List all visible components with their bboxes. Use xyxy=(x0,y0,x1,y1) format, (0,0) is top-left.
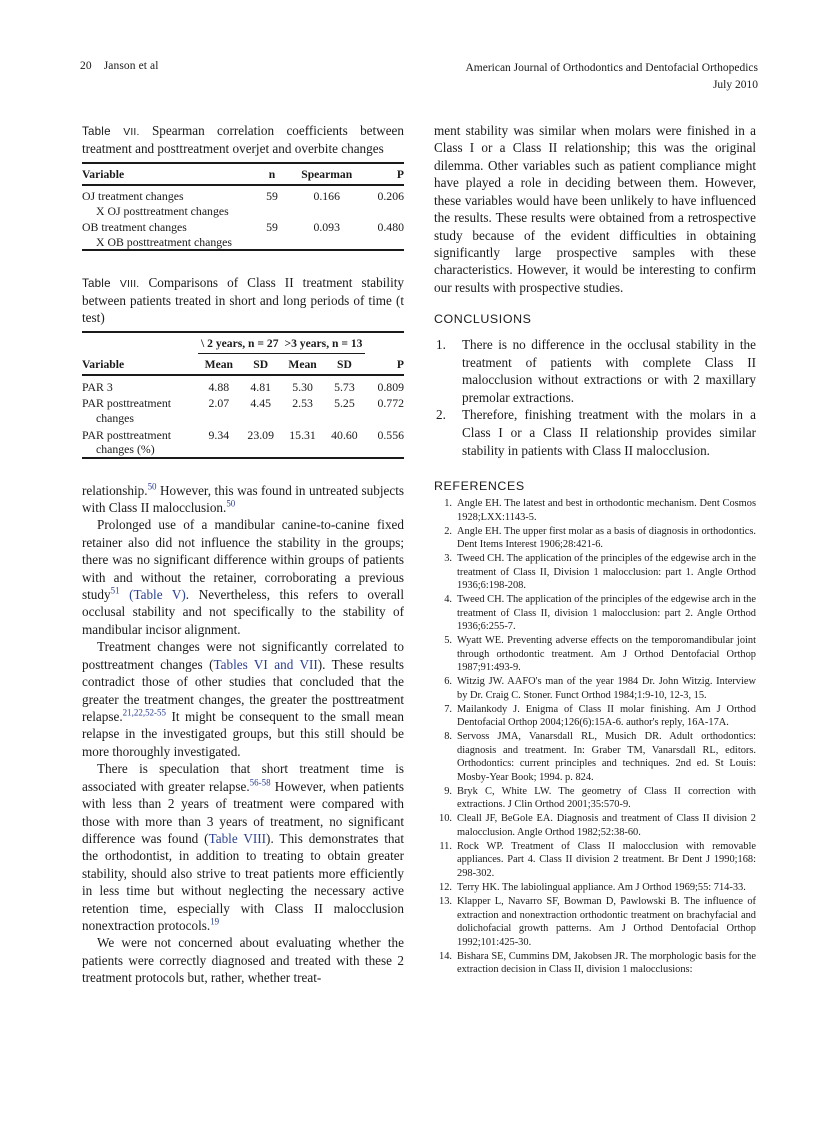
table-vii-bottomrule xyxy=(82,250,404,252)
table-cross-reference[interactable]: Tables VI and VII xyxy=(213,656,318,672)
list-item: Bishara SE, Cummins DM, Jakobsen JR. The morphologic basis for the extraction decision in Class II, division 1 malocclusions: xyxy=(457,950,756,976)
table-viii-r1-variable: PAR 3 xyxy=(82,379,113,394)
table-vii-r1-n: 59 xyxy=(266,189,278,204)
table-viii-r3-mean2: 15.31 xyxy=(289,427,316,442)
table-vii-col-p: P xyxy=(396,167,404,181)
table-vii-r2-n: 59 xyxy=(266,220,278,235)
page-number: 20 xyxy=(80,60,92,72)
citation-ref: 19 xyxy=(210,916,220,927)
table-viii-r2-sd1: 4.45 xyxy=(250,396,272,411)
paragraph-diagnosis: We were not concerned about evaluating whether the patients were correctly diagnosed and treated with these 2 treatment protocols but, rather, whether treat- xyxy=(82,935,404,986)
table-viii-grid xyxy=(82,331,404,459)
running-head-authors: Janson et al xyxy=(103,60,159,72)
list-item: Tweed CH. The application of the principles of the edgewise arch in the treatment of Class II, Division 1 malocclusion: part 1. Angle Orthod 1936;6:198-208. xyxy=(457,553,756,592)
table-viii-r3-sd2: 40.60 xyxy=(331,427,358,442)
left-column xyxy=(82,122,404,987)
table-viii-r1-mean2: 5.30 xyxy=(292,379,313,394)
table-viii-group-header-row xyxy=(82,332,404,354)
table-viii-r2-variable-cont: changes xyxy=(96,410,134,425)
table-vii-caption-text: Spearman correlation coefficients between treatment and posttreatment overjet and overbite changes xyxy=(82,123,405,156)
table-vii-r2-spearman: 0.093 xyxy=(313,220,340,235)
table-vii-r1-variable-cont: X OJ posttreatment changes xyxy=(96,203,229,218)
table-viii-r2-variable-main: PAR posttreatment xyxy=(82,396,172,411)
table-viii-number: VIII. xyxy=(119,279,140,291)
table-viii-col-p: P xyxy=(396,358,404,372)
list-item: Terry HK. The labiolingual appliance. Am J Orthod 1969;55: 714-33. xyxy=(457,881,746,893)
table-viii-r3-mean1: 9.34 xyxy=(208,427,230,442)
conclusions-heading: CONCLUSIONS xyxy=(434,312,532,327)
references-list xyxy=(434,497,756,977)
list-item: Angle EH. The upper first molar as a basis of diagnosis in orthodontics. Dent Items Interest 1906;28:421-6. xyxy=(457,525,756,551)
table-vii-header-row xyxy=(82,163,404,185)
table-vii-grid xyxy=(82,162,404,253)
citation-ref: 50 xyxy=(226,498,236,509)
paragraph-retainer: Prolonged use of a mandibular canine-to-canine fixed retainer also did not influence the stability in the groups; there was no significant difference within groups of patients with and without the retainer, corroborating a previous study$^{51}$ (Table V). Nevertheless, this refers to overall occlusal stability and not specifically to the stability of mandibular incisor alignment. xyxy=(82,517,405,637)
table-vii-col-n: n xyxy=(268,167,276,181)
paragraph-treatment-time: There is speculation that short treatment time is associated with greater relapse.$^{56-58}$ However, when patients with less than 2 years of treatment were compared with those with more than 3 years of treatment, no significant difference was found (Table VIII). This demonstrates that the orthodontist, in addition to treating to obtain greater stability, should also strive to treat patients more efficiently in less time but without neglecting the necessary active retention time, especially with Class II malocclusion nonextraction protocols.$^{19}$ xyxy=(82,761,404,934)
right-column xyxy=(434,122,756,977)
citation-ref: 51 xyxy=(110,585,120,596)
list-item: Klapper L, Navarro SF, Bowman D, Pawlowski B. The influence of extraction and nonextraction orthodontic treatment on brachyfacial and dolichofacial growth patterns. Am J Orthod Dentofacial Orthop 1992;101:425-30. xyxy=(457,896,756,948)
table-vii-r1-spearman: 0.166 xyxy=(313,189,340,204)
list-item: Rock WP. Treatment of Class II malocclusion with removable appliances. Part 4. Class II division 2 treatment. Br Dent J 1990;168: 298-302. xyxy=(457,840,756,879)
table-viii-col-mean-1: Mean xyxy=(204,358,233,372)
running-head-left xyxy=(80,60,159,72)
table-vii-r2-variable xyxy=(82,218,249,250)
table-viii-group-1: \ 2 years, n = 27 xyxy=(198,332,282,354)
list-item: Bryk C, White LW. The geometry of Class II correction with extractions. J Clin Orthod 2001;35:570-9. xyxy=(457,785,756,811)
table-viii-r2-sd2: 5.25 xyxy=(334,396,355,411)
table-vii-r2-variable-cont: X OB posttreatment changes xyxy=(96,234,232,249)
paragraph-stability-continued: ment stability was similar when molars were finished in a Class I or a Class II relationship; this was the original dilemma. Other variables such as patient compliance might have played a role in deciding between them. However, these variables would have been unlikely to have influenced the results. These results were obtained from a retrospective study because of the evident difficulties in obtaining significantly large prospective samples with these characteristics. However, it would be interesting to confirm our results with prospective studies. xyxy=(434,123,756,295)
table-viii-r1-sd2: 5.73 xyxy=(334,379,355,394)
references-heading: REFERENCES xyxy=(434,479,525,494)
table-vii-r1-variable-main: OJ treatment changes xyxy=(82,189,184,204)
list-item: Mailankody J. Enigma of Class II molar finishing. Am J Orthod Dentofacial Orthop 2004;126(6):15A-6. author's reply, 16A-17A. xyxy=(457,703,756,729)
table-viii-group-2: >3 years, n = 13 xyxy=(282,332,366,354)
list-item: There is no difference in the occlusal stability in the treatment of patients with complete Class II malocclusion without extractions or with 2 maxillary premolar extractions. xyxy=(462,337,756,405)
running-head-right xyxy=(465,60,758,93)
table-vii-label: Table VII. xyxy=(82,125,140,138)
table-vii-r2-p: 0.480 xyxy=(377,220,404,235)
table-viii-r1-p: 0.809 xyxy=(377,379,404,394)
conclusions-list xyxy=(434,336,756,459)
table-viii-r2-variable xyxy=(82,394,198,425)
table-viii-r3-sd1: 23.09 xyxy=(247,427,274,442)
table-viii-r3-variable-cont: changes (%) xyxy=(96,442,155,457)
table-vii-r2-variable-main: OB treatment changes xyxy=(82,220,187,235)
citation-ref: 21,22,52-55 xyxy=(122,707,166,718)
citation-ref: 56-58 xyxy=(249,777,271,788)
table-viii-r2-mean1: 2.07 xyxy=(208,396,230,411)
table-viii-bottomrule xyxy=(82,458,404,460)
table-viii-caption xyxy=(82,274,404,326)
table-viii-r3-p: 0.556 xyxy=(377,427,404,442)
issue-date: July 2010 xyxy=(712,78,758,91)
list-item: Wyatt WE. Preventing adverse effects on the temporomandibular joint through orthodontic treatment. Am J Orthod Dentofacial Orthop 1987;91:493-9. xyxy=(457,635,756,674)
table-row xyxy=(82,377,404,394)
list-item: Tweed CH. The application of the principles of the edgewise arch in the treatment of Class II, division 1 malocclusion: part 2. Angle Orthod 1936;6:255-7. xyxy=(457,594,756,633)
list-item: Cleall JF, BeGole EA. Diagnosis and treatment of Class II division 2 malocclusion. Angle Orthod 1982;52:38-60. xyxy=(457,813,756,838)
table-viii-r2-mean2: 2.53 xyxy=(292,396,313,411)
table-row xyxy=(82,425,404,457)
list-item: Therefore, finishing treatment with the molars in a Class I or a Class II relationship provides similar stability in patients with Class II malocclusion. xyxy=(462,407,756,458)
table-viii-col-sd-2: SD xyxy=(337,358,352,372)
table-viii xyxy=(82,274,404,459)
table-viii-header-row xyxy=(82,354,404,376)
table-vii-col-spearman: Spearman xyxy=(301,167,353,181)
running-head xyxy=(80,60,758,93)
table-vii-caption xyxy=(82,122,404,157)
list-item: Witzig JW. AAFO's man of the year 1984 Dr. John Witzig. Interview by Dr. Craig C. Stoner. Funct Orthod 1984;1:9-10, 12-3, 15. xyxy=(457,676,756,701)
journal-title: American Journal of Orthodontics and Dentofacial Orthopedics xyxy=(465,62,758,74)
table-viii-label: Table VIII. xyxy=(82,277,140,291)
citation-ref: 50 xyxy=(147,481,157,492)
table-viii-r3-variable xyxy=(82,425,198,457)
table-viii-r2-p: 0.772 xyxy=(377,396,404,411)
table-cross-reference[interactable]: Table VIII xyxy=(208,830,267,846)
table-row xyxy=(82,218,404,250)
table-viii-r1-mean1: 4.88 xyxy=(208,379,230,394)
table-cross-reference[interactable]: (Table V) xyxy=(119,587,186,603)
paragraph-correlation: Treatment changes were not significantly correlated to posttreatment changes (Tables VI and VII). These results contradict those of other studies that concluded that the greater the treatment changes, the greater the posttreatment relapse.$^{21,22,52-55}$ It might be consequent to the small mean relapse in the investigated groups, but this still should be more thoroughly investigated. xyxy=(82,639,404,759)
list-item: Angle EH. The latest and best in orthodontic mechanism. Dent Cosmos 1928;LXX:1143-5. xyxy=(457,498,756,523)
table-vii-number: VII. xyxy=(123,127,140,138)
table-viii-caption-text: Comparisons of Class II treatment stability between patients treated in short and long periods of time (t test) xyxy=(82,275,404,325)
table-row xyxy=(82,187,404,218)
table-viii-col-variable: Variable xyxy=(82,358,125,372)
table-viii-col-mean-2: Mean xyxy=(288,358,317,372)
table-vii xyxy=(82,122,404,252)
table-vii-col-variable: Variable xyxy=(82,167,125,181)
table-viii-col-sd-1: SD xyxy=(253,358,269,372)
table-viii-r3-variable-main: PAR posttreatment xyxy=(82,427,172,442)
table-viii-r1-sd1: 4.81 xyxy=(250,379,272,394)
paragraph-relationship: relationship.$^{50}$ However, this was found in untreated subjects with Class II malocclusion.$^{50}$ xyxy=(82,481,404,515)
list-item: Servoss JMA, Vanarsdall RL, Musich DR. Adult orthodontics: diagnosis and treatment. In: Graber TM, Vanarsdall RL, editors. Orthodontics: current principles and techniques. 2nd ed. St Louis: Mosby-Year Book; 1994. p. 824. xyxy=(457,731,756,783)
left-column-body xyxy=(82,482,404,987)
table-vii-r1-p: 0.206 xyxy=(377,189,404,204)
table-vii-r1-variable xyxy=(82,187,249,218)
table-row xyxy=(82,394,404,425)
